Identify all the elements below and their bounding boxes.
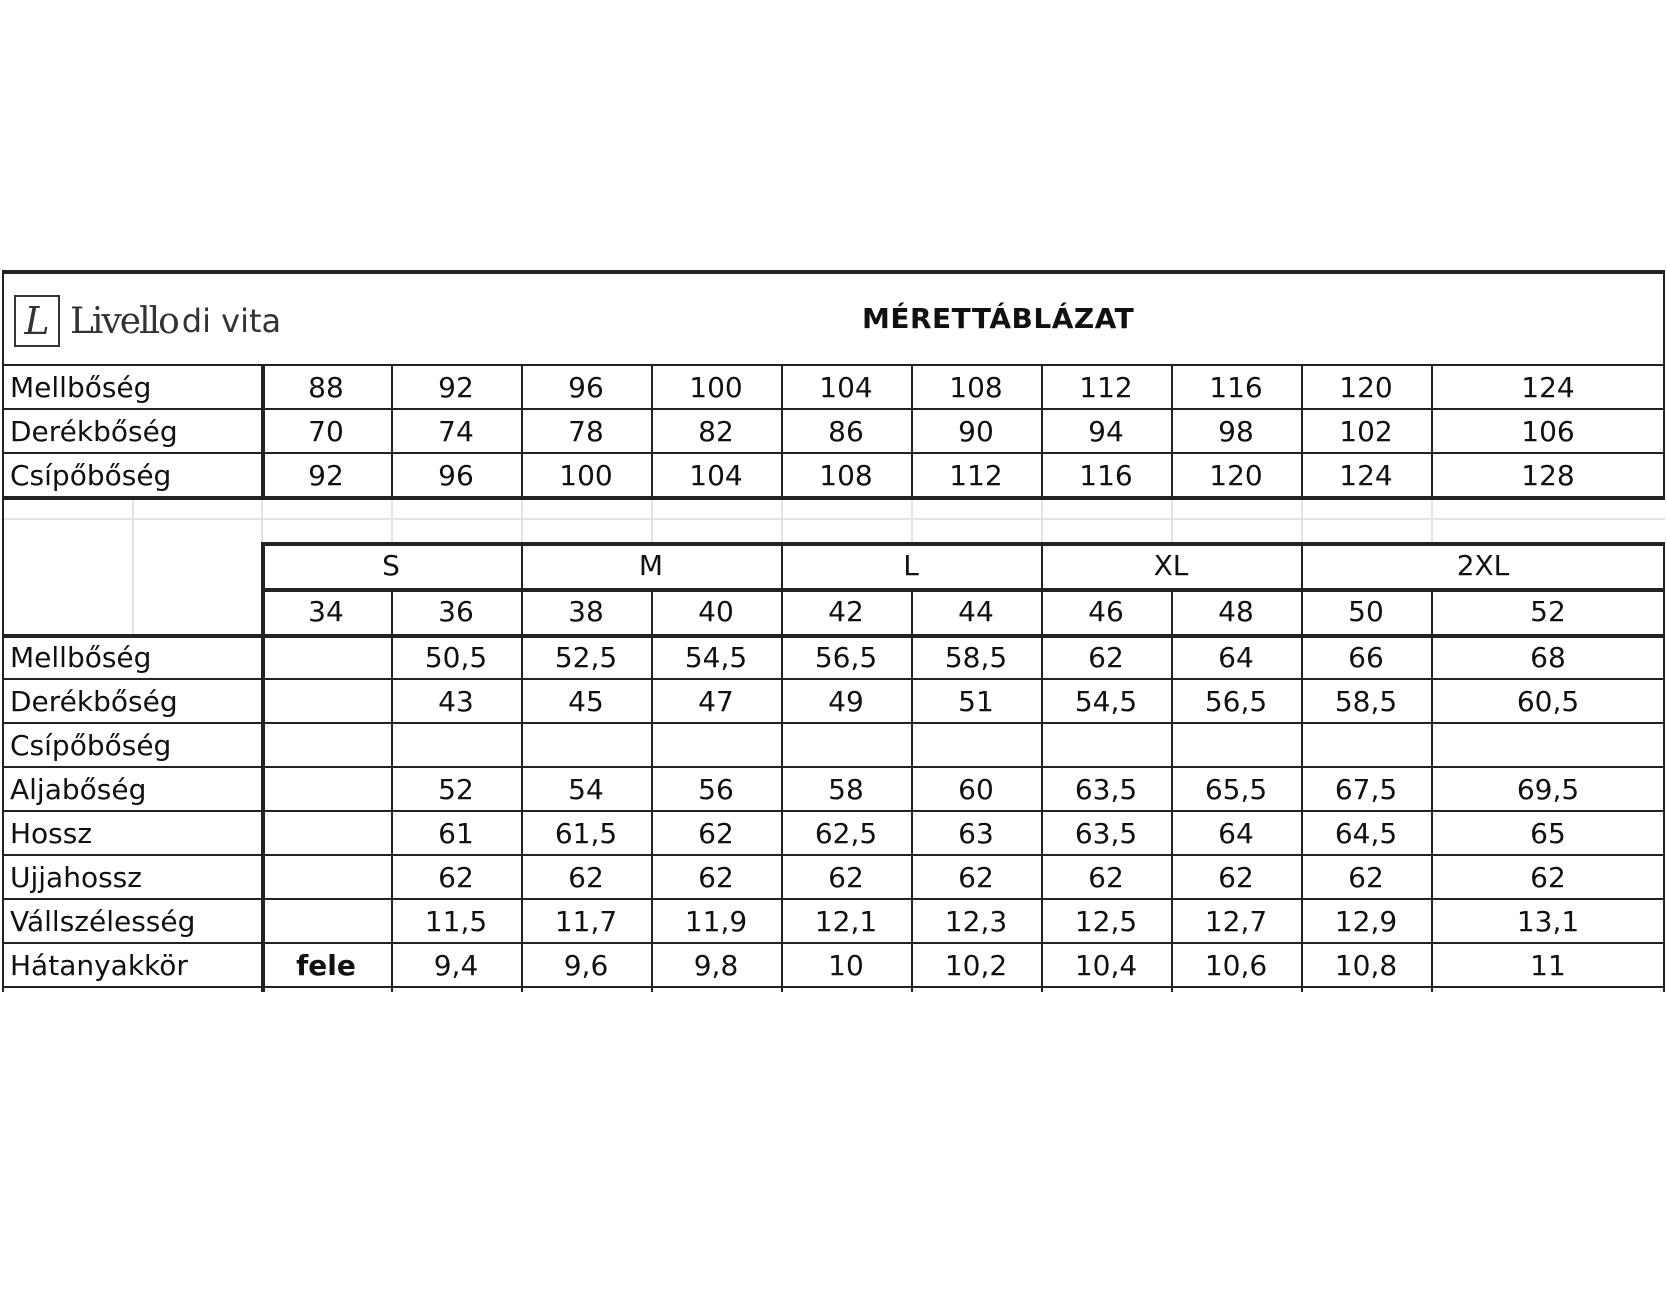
table-cell: 92	[308, 459, 344, 492]
table-cell: 56,5	[1204, 685, 1268, 718]
table-cell: 12,3	[944, 905, 1008, 938]
row-label: Csípőbőség	[10, 729, 172, 762]
table-cell	[911, 722, 1041, 768]
table-cell: 58,5	[944, 641, 1008, 674]
table-cell: 65,5	[1204, 773, 1268, 806]
table-cell: 112	[949, 459, 1003, 492]
sheet-title: MÉRETTÁBLÁZAT	[862, 302, 1135, 335]
gridline	[2, 518, 1665, 520]
table-cell: 54,5	[684, 641, 748, 674]
table-cell: 116	[1209, 371, 1263, 404]
table-cell: 70	[308, 415, 344, 448]
table-cell: 62	[1088, 641, 1124, 674]
table-cell: 9,8	[693, 949, 739, 982]
table-cell	[1171, 722, 1301, 768]
table-cell: 45	[568, 685, 604, 718]
table-cell: 108	[819, 459, 873, 492]
table-cell: 100	[559, 459, 613, 492]
table-cell	[1431, 722, 1665, 768]
row-label: Hossz	[10, 817, 93, 850]
table-cell: 92	[438, 371, 474, 404]
gridline	[261, 496, 263, 542]
table-border	[1663, 270, 1665, 364]
table-cell: 10,2	[944, 949, 1008, 982]
table-cell: 62	[1088, 861, 1124, 894]
table-cell: 61	[438, 817, 474, 850]
table-cell: 82	[698, 415, 734, 448]
table-cell: 102	[1339, 415, 1393, 448]
table-cell: 104	[689, 459, 743, 492]
eu-size-header: 50	[1348, 595, 1384, 628]
table-cell: 64,5	[1334, 817, 1398, 850]
table-cell: 62	[568, 861, 604, 894]
table-cell: 63,5	[1074, 817, 1138, 850]
table-cell: 120	[1339, 371, 1393, 404]
gridline	[1431, 496, 1433, 542]
table-cell: 63	[958, 817, 994, 850]
gridline	[1171, 496, 1173, 542]
table-cell: 61,5	[554, 817, 618, 850]
row-label: Derékbőség	[10, 685, 178, 718]
eu-size-header: 36	[438, 595, 474, 628]
table-cell: 62	[1530, 861, 1566, 894]
eu-size-header: 34	[308, 595, 344, 628]
table-cell	[391, 722, 521, 768]
table-cell: 11,7	[554, 905, 618, 938]
table-cell: 11,9	[684, 905, 748, 938]
table-cell: 56,5	[814, 641, 878, 674]
table-cell: 52,5	[554, 641, 618, 674]
table-cell	[521, 722, 651, 768]
table-cell: 108	[949, 371, 1003, 404]
table-cell: 63,5	[1074, 773, 1138, 806]
table-cell: 68	[1530, 641, 1566, 674]
table-cell: 66	[1348, 641, 1384, 674]
table-cell: 56	[698, 773, 734, 806]
gridline	[781, 496, 783, 542]
table-cell	[261, 810, 391, 856]
size-group-header: 2XL	[1456, 549, 1510, 582]
row-label: Aljabőség	[10, 773, 147, 806]
table-cell: 62	[1348, 861, 1384, 894]
table-cell: 64	[1218, 817, 1254, 850]
table-cell: 10,6	[1204, 949, 1268, 982]
brand-logo	[14, 286, 281, 356]
size-group-header: S	[382, 549, 400, 582]
table-cell	[261, 634, 391, 680]
table-cell: 62	[828, 861, 864, 894]
gridline	[651, 496, 653, 542]
table-cell: 120	[1209, 459, 1263, 492]
eu-size-header: 44	[958, 595, 994, 628]
row-label: Vállszélesség	[10, 905, 196, 938]
brand-name: Livello	[70, 300, 178, 342]
table-cell: 11,5	[424, 905, 488, 938]
table-cell: 90	[958, 415, 994, 448]
table-cell: 124	[1339, 459, 1393, 492]
table-cell: 13,1	[1516, 905, 1580, 938]
table-cell	[261, 722, 391, 768]
table-cell	[781, 722, 911, 768]
table-cell: 124	[1521, 371, 1575, 404]
size-group-header: M	[638, 549, 664, 582]
table-cell: 58	[828, 773, 864, 806]
table-cell: 47	[698, 685, 734, 718]
table-cell: 62	[698, 861, 734, 894]
table-cell: 12,7	[1204, 905, 1268, 938]
table-border	[2, 270, 1665, 274]
table-cell: 52	[438, 773, 474, 806]
table-cell: 11	[1530, 949, 1566, 982]
table-cell: 74	[438, 415, 474, 448]
table-cell: 54,5	[1074, 685, 1138, 718]
table-cell: 49	[828, 685, 864, 718]
size-chart-sheet	[2, 272, 1665, 1030]
gridline	[911, 496, 913, 542]
table-cell: 65	[1530, 817, 1566, 850]
table-cell: 9,4	[433, 949, 479, 982]
table-cell: 67,5	[1334, 773, 1398, 806]
table-cell	[261, 678, 391, 724]
table-cell: 96	[568, 371, 604, 404]
table-cell: 60,5	[1516, 685, 1580, 718]
eu-size-header: 48	[1218, 595, 1254, 628]
table-cell: 60	[958, 773, 994, 806]
row-label: Hátanyakkör	[10, 949, 188, 982]
gridline	[1301, 496, 1303, 542]
brand-suffix: di vita	[181, 302, 282, 340]
eu-size-header: 52	[1530, 595, 1566, 628]
table-cell: 50,5	[424, 641, 488, 674]
brand-logo-icon: L	[14, 295, 60, 347]
table-cell: 62	[698, 817, 734, 850]
table-cell: 104	[819, 371, 873, 404]
row-label: Mellbőség	[10, 641, 152, 674]
size-group-header: XL	[1153, 549, 1189, 582]
table-cell: 10,4	[1074, 949, 1138, 982]
table-cell: 62,5	[814, 817, 878, 850]
table-cell: 98	[1218, 415, 1254, 448]
table-cell: 106	[1521, 415, 1575, 448]
table-cell: 69,5	[1516, 773, 1580, 806]
table-cell: 64	[1218, 641, 1254, 674]
table-cell: 86	[828, 415, 864, 448]
gridline	[132, 496, 134, 634]
table-cell: 78	[568, 415, 604, 448]
table-cell	[261, 898, 391, 944]
table-cell: 128	[1521, 459, 1575, 492]
table-cell: 9,6	[563, 949, 609, 982]
table-cell	[1041, 722, 1171, 768]
table-cell: 12,9	[1334, 905, 1398, 938]
row-label: Derékbőség	[10, 415, 178, 448]
gridline	[1041, 496, 1043, 542]
table-cell	[261, 854, 391, 900]
table-cell: 116	[1079, 459, 1133, 492]
row-label: Csípőbőség	[10, 459, 172, 492]
table-cell: 62	[958, 861, 994, 894]
table-cell: 112	[1079, 371, 1133, 404]
table-cell	[261, 766, 391, 812]
row-label: Mellbőség	[10, 371, 152, 404]
table-cell: 54	[568, 773, 604, 806]
gridline	[391, 496, 393, 542]
table-cell: 12,1	[814, 905, 878, 938]
table-cell	[1301, 722, 1431, 768]
table-cell: 94	[1088, 415, 1124, 448]
eu-size-header: 42	[828, 595, 864, 628]
table-cell: 88	[308, 371, 344, 404]
table-cell: 100	[689, 371, 743, 404]
row-label: Ujjahossz	[10, 861, 142, 894]
table-cell: 96	[438, 459, 474, 492]
eu-size-header: 40	[698, 595, 734, 628]
table-cell: 51	[958, 685, 994, 718]
size-group-header: L	[903, 549, 919, 582]
note-cell: fele	[296, 949, 356, 982]
table-cell: 58,5	[1334, 685, 1398, 718]
eu-size-header: 46	[1088, 595, 1124, 628]
table-cell	[651, 722, 781, 768]
table-cell: 62	[438, 861, 474, 894]
eu-size-header: 38	[568, 595, 604, 628]
gridline	[521, 496, 523, 542]
table-cell: 10,8	[1334, 949, 1398, 982]
table-cell: 62	[1218, 861, 1254, 894]
table-cell: 43	[438, 685, 474, 718]
table-cell: 12,5	[1074, 905, 1138, 938]
table-cell: 10	[828, 949, 864, 982]
